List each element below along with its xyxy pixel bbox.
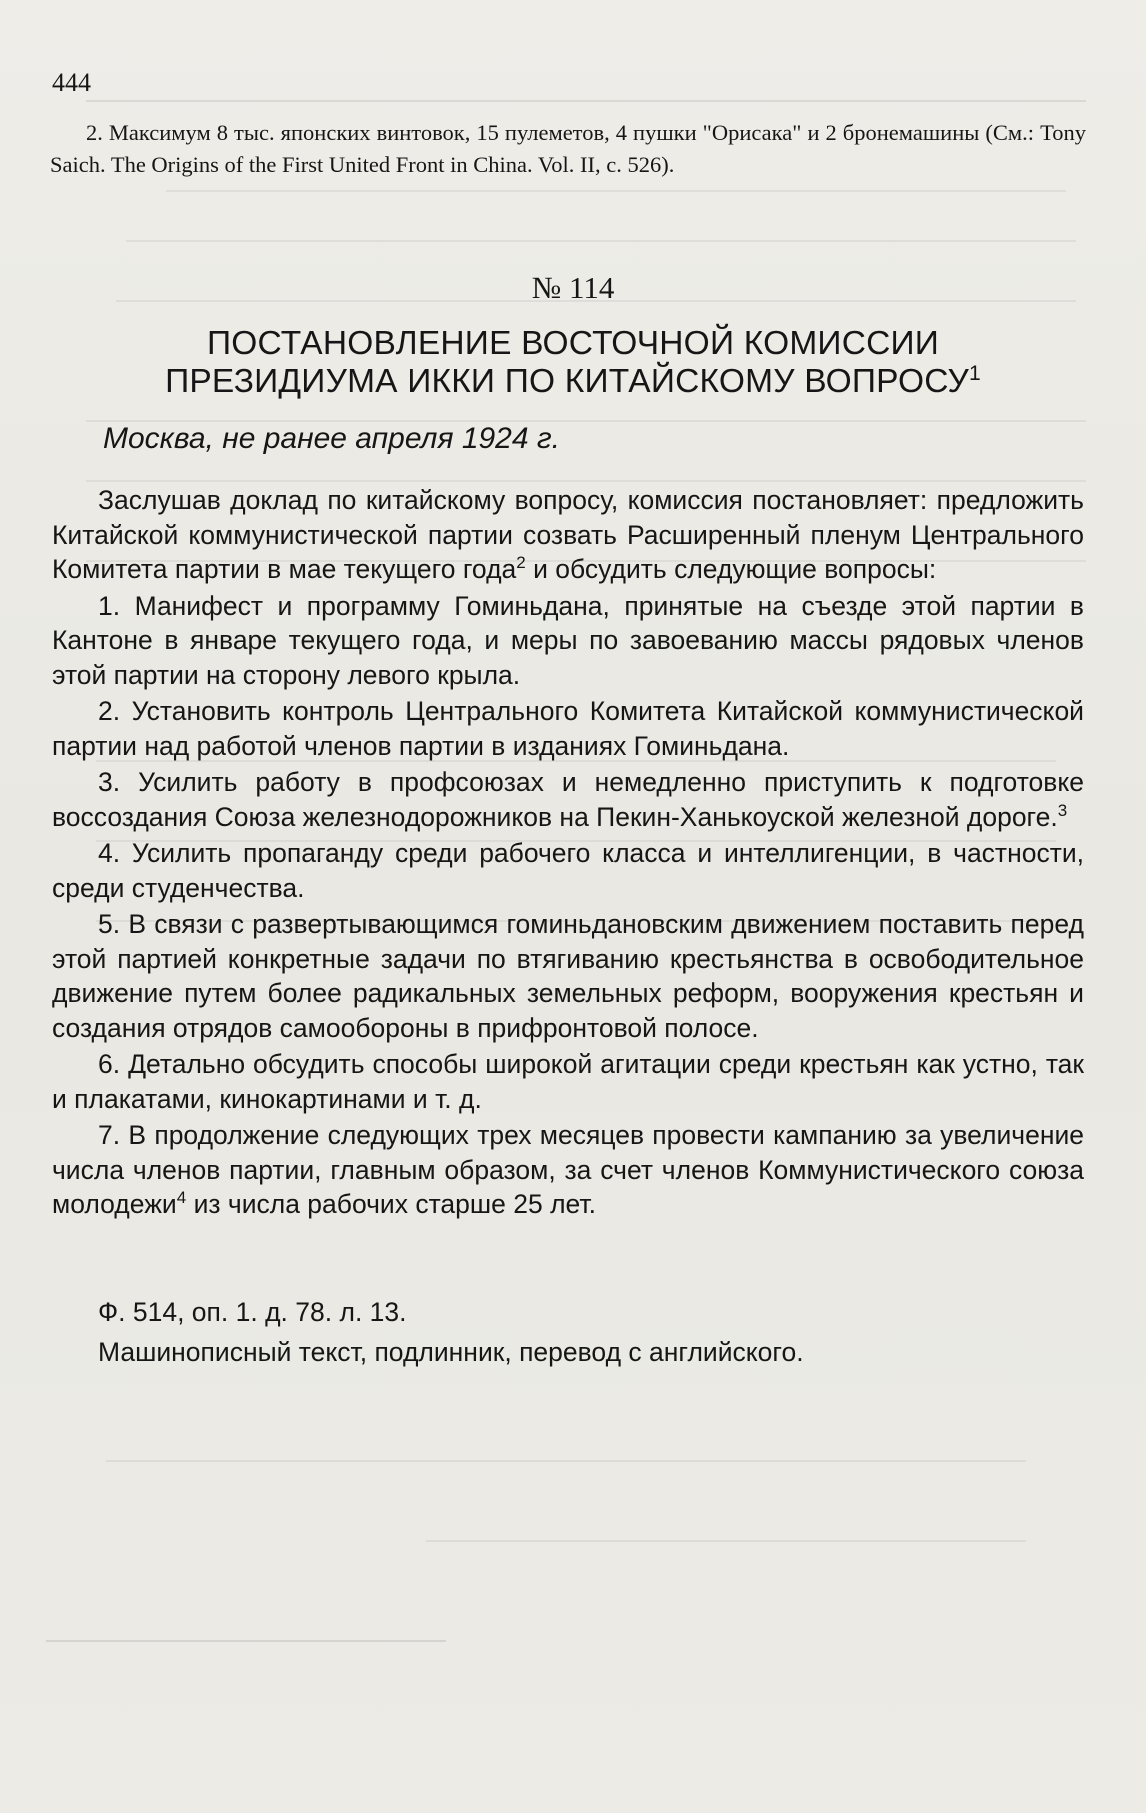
list-item-1: 1. Манифест и программу Гоминьдана, принятые на съезде этой партии в Кантоне в январе текущего года, и меры по завоеванию массы рядовых членов этой партии на сторону левого крыла.: [52, 590, 1084, 690]
footnote-ref: 3: [1057, 800, 1068, 820]
list-item-3-text: 3. Усилить работу в профсоюзах и немедленно приступить к подготовке воссоздания Союза железнодорожников на Пекин-Ханькоуской железной дороге.: [52, 767, 1084, 832]
footnote-continued: 2. Максимум 8 тыс. японских винтовок, 15 пулеметов, 4 пушки "Орисака" и 2 бронемашины (См.: Tony Saich. The Origins of the First United Front in China. Vol. II, с. 526).: [50, 120, 1086, 177]
list-item-2: 2. Установить контроль Центрального Комитета Китайской коммунистической партии над работой членов партии в изданиях Гоминьдана.: [52, 696, 1084, 761]
intro-paragraph: [52, 483, 1084, 587]
list-item-7: [52, 1118, 1084, 1222]
title-line-2-text: ПРЕЗИДИУМА ИККИ ПО КИТАЙСКОМУ ВОПРОСУ: [165, 363, 970, 400]
list-item-7-text-b: из числа рабочих старше 25 лет.: [186, 1189, 596, 1219]
intro-text-a: Заслушав доклад по китайскому вопросу, комиссия постановляет: предложить Китайской коммунистической партии созвать Расширенный пленум Центрального Комитета партии в мае текущего года: [52, 485, 1084, 584]
list-item-6: 6. Детально обсудить способы широкой агитации среди крестьян как устно, так и плакатами, кинокартинами и т. д.: [52, 1049, 1084, 1114]
footnote-ref: 4: [176, 1188, 187, 1207]
list-item-3: [52, 765, 1084, 834]
footnote-ref: 2: [516, 553, 526, 572]
archive-source: [98, 1292, 804, 1372]
document-body: [52, 483, 1084, 1224]
list-item-5: 5. В связи с развертывающимся гоминьдановским движением поставить перед этой партией конкретные задачи по втягиванию крестьянства в освободительное движение путем более радикальных земельных реформ, вооружения крестьян и создания отрядов самообороны в прифронтовой полосе.: [52, 909, 1084, 1043]
place-date: Москва, не ранее апреля 1924 г.: [103, 422, 561, 455]
page-number: 444: [52, 68, 91, 97]
title-line-1: ПОСТАНОВЛЕНИЕ ВОСТОЧНОЙ КОМИССИИ: [206, 325, 940, 362]
list-item-7-text-a: 7. В продолжение следующих трех месяцев провести кампанию за увеличение числа членов партии, главным образом, за счет членов Коммунистического союза молодежи: [52, 1120, 1084, 1219]
list-item-4: 4. Усилить пропаганду среди рабочего класса и интеллигенции, в частности, среди студенчества.: [52, 838, 1084, 903]
document-number: № 114: [531, 270, 615, 305]
archive-reference: Ф. 514, оп. 1. д. 78. л. 13.: [98, 1297, 407, 1327]
intro-text-b: и обсудить следующие вопросы:: [525, 554, 937, 584]
document-title: [60, 325, 1086, 401]
title-line-2: [60, 363, 1086, 401]
source-description: Машинописный текст, подлинник, перевод с английского.: [98, 1337, 804, 1367]
footnote-ref: 1: [969, 362, 981, 385]
